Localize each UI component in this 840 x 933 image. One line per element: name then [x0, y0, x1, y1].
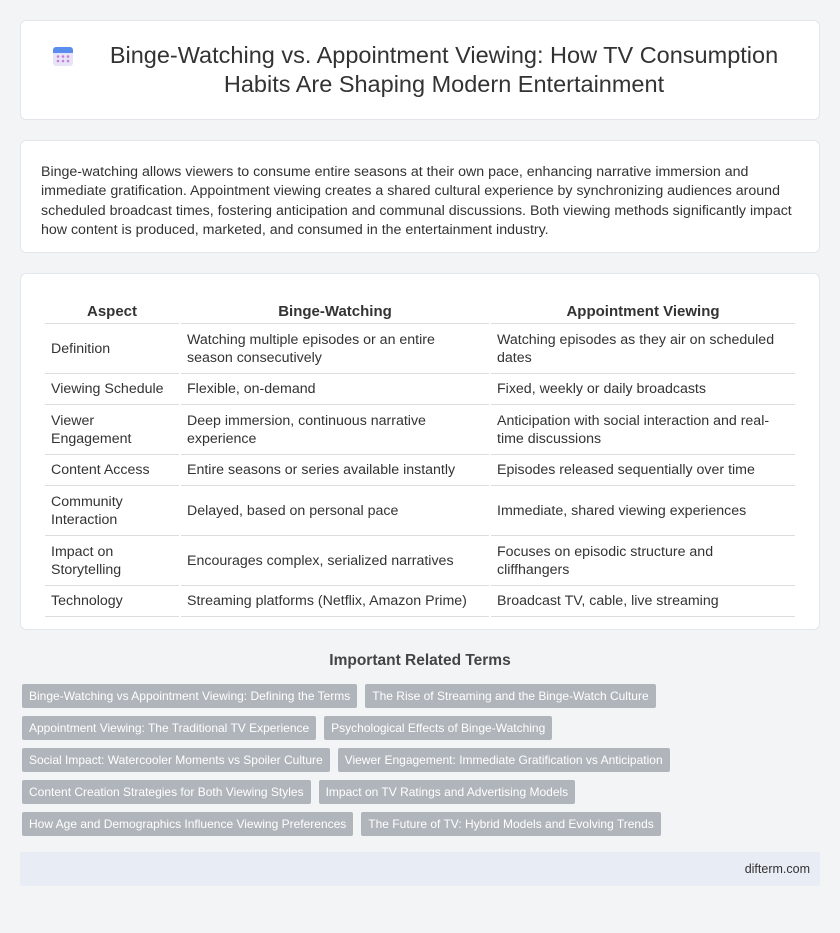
table-cell: Definition [45, 324, 179, 374]
related-term-tag[interactable]: Psychological Effects of Binge-Watching [324, 716, 552, 740]
table-cell: Focuses on episodic structure and cliffhangers [491, 536, 795, 586]
table-cell: Entire seasons or series available instantly [181, 455, 489, 486]
table-cell: Anticipation with social interaction and real-time discussions [491, 405, 795, 455]
table-row [45, 374, 795, 405]
calendar-icon [51, 44, 75, 68]
column-header-appointment-viewing: Appointment Viewing [491, 298, 795, 324]
related-term-tag[interactable]: Binge-Watching vs Appointment Viewing: Defining the Terms [22, 684, 357, 708]
table-row [45, 486, 795, 536]
footer [20, 852, 820, 886]
column-header-binge-watching: Binge-Watching [181, 298, 489, 324]
intro-paragraph: Binge-watching allows viewers to consume entire seasons at their own pace, enhancing narrative immersion and immediate gratification. Appointment viewing creates a shared cultural experience by synchronizing audiences around scheduled broadcast times, fostering anticipation and communal discussions. Both viewing methods significantly impact how content is produced, marketed, and consumed in the entertainment industry. [41, 164, 792, 239]
related-terms-list [22, 684, 818, 836]
table-cell: Fixed, weekly or daily broadcasts [491, 374, 795, 405]
table-cell: Flexible, on-demand [181, 374, 489, 405]
page-title: Binge-Watching vs. Appointment Viewing: How TV Consumption Habits Are Shaping Modern Entertainment [109, 42, 779, 97]
table-cell: Viewing Schedule [45, 374, 179, 405]
header-card [20, 20, 820, 120]
table-cell: Impact on Storytelling [45, 536, 179, 586]
comparison-table [43, 298, 797, 617]
related-term-tag[interactable]: The Rise of Streaming and the Binge-Watch Culture [365, 684, 655, 708]
intro-card [20, 140, 820, 253]
table-cell: Broadcast TV, cable, live streaming [491, 586, 795, 617]
related-term-tag[interactable]: Impact on TV Ratings and Advertising Models [319, 780, 576, 804]
table-cell: Watching episodes as they air on scheduled dates [491, 324, 795, 374]
table-row [45, 586, 795, 617]
column-header-aspect: Aspect [45, 298, 179, 324]
table-cell: Technology [45, 586, 179, 617]
related-term-tag[interactable]: Appointment Viewing: The Traditional TV Experience [22, 716, 316, 740]
related-term-tag[interactable]: Viewer Engagement: Immediate Gratification vs Anticipation [338, 748, 670, 772]
table-row [45, 405, 795, 455]
table-row [45, 536, 795, 586]
comparison-table-card [20, 273, 820, 630]
related-term-tag[interactable]: Social Impact: Watercooler Moments vs Spoiler Culture [22, 748, 330, 772]
table-cell: Episodes released sequentially over time [491, 455, 795, 486]
title-wrap [51, 41, 789, 99]
table-cell: Viewer Engagement [45, 405, 179, 455]
table-row [45, 455, 795, 486]
table-cell: Streaming platforms (Netflix, Amazon Prime) [181, 586, 489, 617]
table-cell: Delayed, based on personal pace [181, 486, 489, 536]
table-row [45, 324, 795, 374]
table-cell: Deep immersion, continuous narrative experience [181, 405, 489, 455]
related-terms-title: Important Related Terms [329, 652, 511, 669]
footer-brand[interactable]: difterm.com [744, 862, 810, 876]
related-term-tag[interactable]: The Future of TV: Hybrid Models and Evolving Trends [361, 812, 660, 836]
table-cell: Community Interaction [45, 486, 179, 536]
table-cell: Content Access [45, 455, 179, 486]
related-term-tag[interactable]: Content Creation Strategies for Both Viewing Styles [22, 780, 311, 804]
table-cell: Watching multiple episodes or an entire season consecutively [181, 324, 489, 374]
table-cell: Encourages complex, serialized narratives [181, 536, 489, 586]
table-cell: Immediate, shared viewing experiences [491, 486, 795, 536]
table-header-row [45, 298, 795, 324]
related-term-tag[interactable]: How Age and Demographics Influence Viewing Preferences [22, 812, 353, 836]
